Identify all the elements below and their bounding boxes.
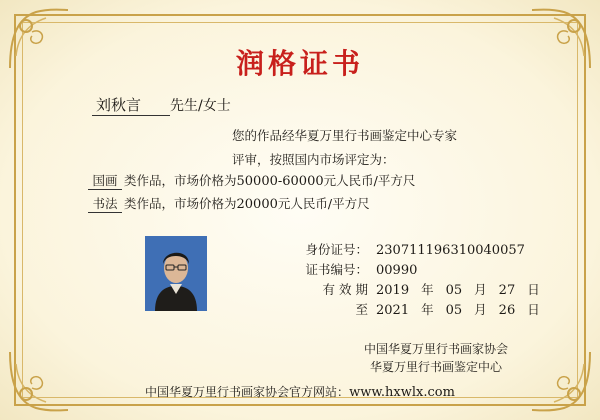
holder-line — [92, 94, 231, 116]
valid-from-day: 27 — [498, 283, 516, 298]
price-category: 书法 — [88, 194, 122, 213]
price-amount: 50000-60000 — [236, 174, 324, 189]
month-char: 月 — [474, 282, 487, 297]
issuer-line-1: 中国华夏万里行书画家协会 — [363, 342, 508, 356]
id-label: 身份证号： — [305, 242, 368, 257]
valid-from-year: 2019 — [376, 283, 410, 298]
valid-label: 有 效 期 — [322, 282, 368, 297]
to-label: 至 — [355, 302, 368, 317]
certificate-title: 润格证书 — [235, 47, 364, 80]
holder-photo — [145, 236, 207, 311]
price-row — [88, 194, 370, 213]
price-unit: 元人民币/平方尺 — [277, 196, 370, 211]
price-category: 国画 — [88, 171, 122, 190]
valid-to-day: 26 — [498, 303, 516, 318]
body-line-1: 您的作品经华夏万里行书画鉴定中心专家 — [232, 128, 458, 143]
portrait-icon — [145, 236, 207, 311]
price-prefix: 类作品，市场价格为 — [124, 196, 237, 211]
footer-text: 中国华夏万里行书画家协会官方网站： — [145, 385, 350, 399]
valid-from-row — [290, 280, 540, 300]
valid-to-year: 2021 — [376, 303, 410, 318]
cert-number-value: 00990 — [376, 263, 418, 278]
price-amount: 20000 — [236, 197, 278, 212]
id-value: 230711196310040057 — [376, 243, 525, 258]
holder-honorific: 先生/女士 — [170, 98, 231, 114]
valid-to-month: 05 — [445, 303, 463, 318]
footer — [0, 383, 600, 400]
corner-ornament-icon — [6, 348, 72, 414]
price-row — [88, 171, 415, 190]
month-char: 月 — [474, 302, 487, 317]
day-char: 日 — [527, 282, 540, 297]
website-link[interactable]: www.hxwlx.com — [349, 385, 455, 400]
cert-number-label: 证书编号： — [305, 262, 368, 277]
issuer-line-2: 华夏万里行书画鉴定中心 — [369, 360, 502, 374]
price-prefix: 类作品，市场价格为 — [124, 173, 237, 188]
cert-number-row — [290, 260, 540, 280]
price-unit: 元人民币/平方尺 — [323, 173, 416, 188]
valid-from-month: 05 — [445, 283, 463, 298]
body-line-2: 评审，按照国内市场评定为： — [232, 152, 395, 167]
year-char: 年 — [421, 302, 434, 317]
year-char: 年 — [421, 282, 434, 297]
certificate-details — [290, 240, 540, 320]
holder-name: 刘秋言 — [92, 94, 170, 116]
day-char: 日 — [527, 302, 540, 317]
corner-ornament-icon — [528, 348, 594, 414]
id-row — [290, 240, 540, 260]
valid-to-row — [290, 300, 540, 320]
